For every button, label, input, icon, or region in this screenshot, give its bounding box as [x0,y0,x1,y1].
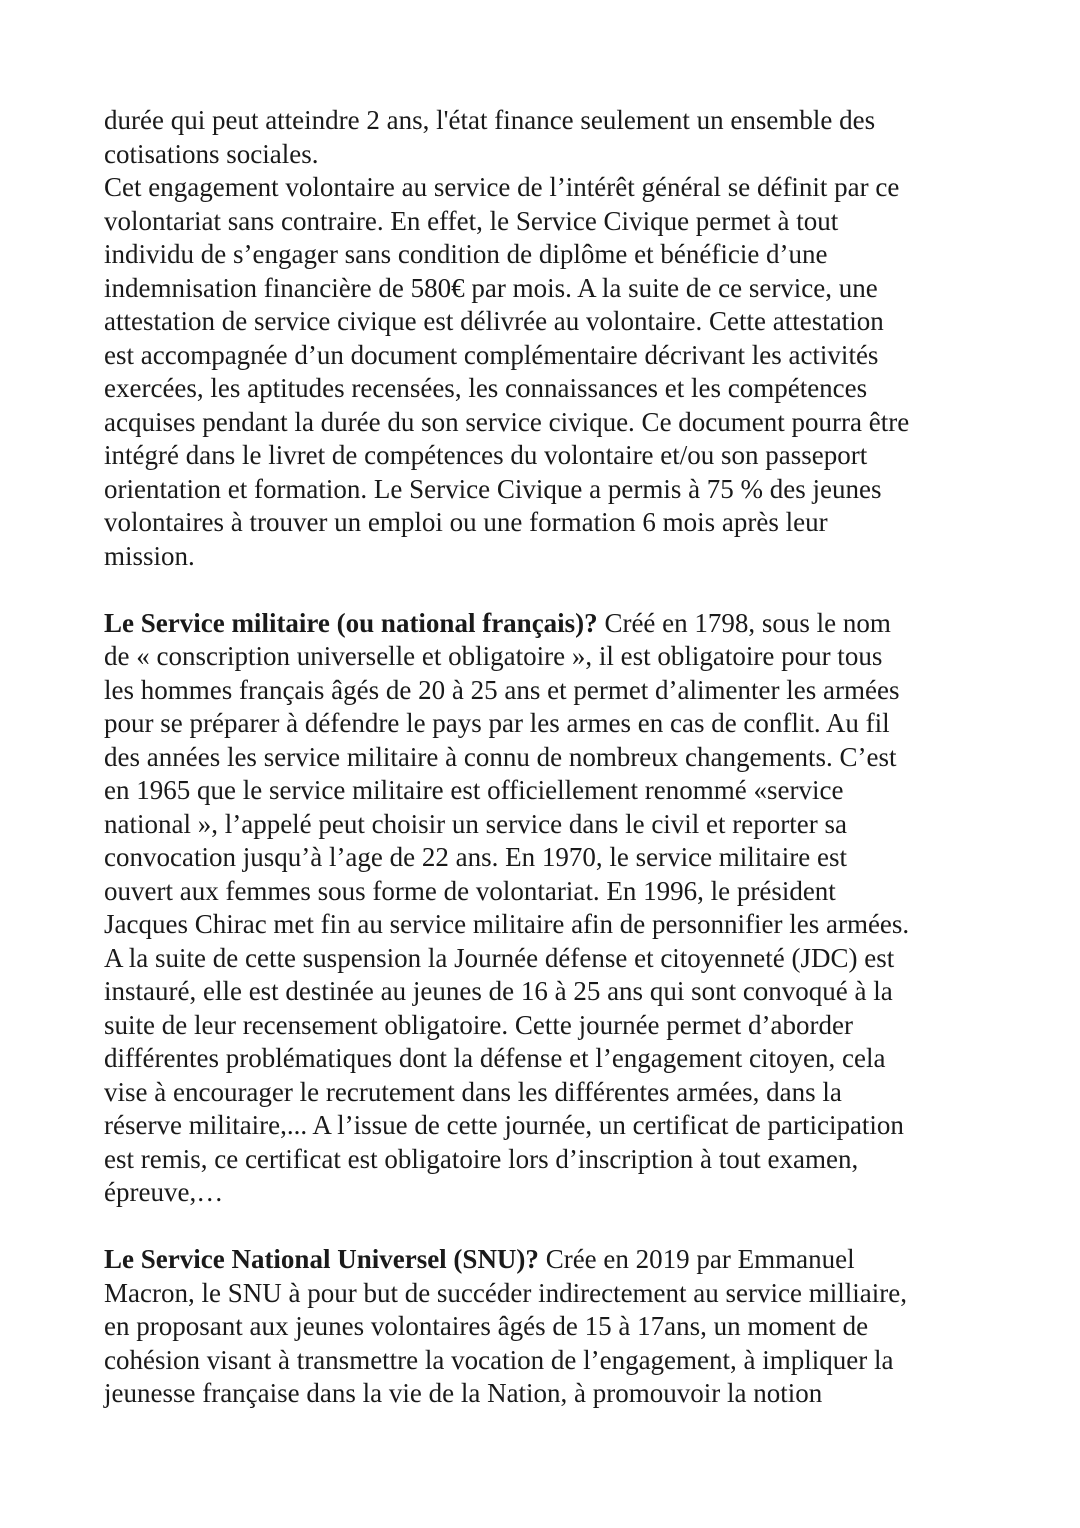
paragraph-spacer [104,573,984,607]
paragraph-spacer [104,1210,984,1244]
military-service-body: Créé en 1798, sous le nom de « conscription universelle et obligatoire », il est obligatoire pour tous les hommes français âgés de 20 à 25 ans et permet d’alimenter les armées pour se préparer à défendre le pays par les armes en cas de conflit. Au fil des années les service militaire à connu de nombreux changements. C’est en 1965 que le service militaire est officiellement renommé «service national », l’appelé peut choisir un service dans le civil et reporter sa convocation jusqu’à l’age de 22 ans. En 1970, le service militaire est ouvert aux femmes sous forme de volontariat. En 1996, le président Jacques Chirac met fin au service militaire afin de personnifier les armées. A la suite de cette suspension la Journée défense et citoyenneté (JDC) est instauré, elle est destinée au jeunes de 16 à 25 ans qui sont convoqué à la suite de leur recensement obligatoire. Cette journée permet d’aborder différentes problématiques dont la défense et l’engagement citoyen, cela vise à encourager le recrutement dans les différentes armées, dans la réserve militaire,... A l’issue de cette journée, un certificat de participation est remis, ce certificat est obligatoire lors d’inscription à tout examen, épreuve,… [104,607,910,1207]
snu-heading: Le Service National Universel (SNU)? [104,1244,539,1274]
document-page [104,104,984,1411]
paragraph-civic-service-end: durée qui peut atteindre 2 ans, l'état finance seulement un ensemble des cotisations sociales. [104,105,876,169]
paragraph-military-service [104,607,984,1210]
snu-body: Crée en 2019 par Emmanuel Macron, le SNU à pour but de succéder indirectement au service milliaire, en proposant aux jeunes volontaires âgés de 15 à 17ans, un moment de cohésion visant à transmettre la vocation de l’engagement, à impliquer la jeunesse française dans la vie de la Nation, à promouvoir la notion [104,1244,907,1408]
paragraph-civic-service-engagement: Cet engagement volontaire au service de l’intérêt général se définit par ce volontariat sans contraire. En effet, le Service Civique permet à tout individu de s’engager sans condition de diplôme et bénéficie d’une indemnisation financière de 580€ par mois. A la suite de ce service, une attestation de service civique est délivrée au volontaire. Cette attestation est accompagnée d’un document complémentaire décrivant les activités exercées, les aptitudes recensées, les connaissances et les compétences acquises pendant la durée du son service civique. Ce document pourra être intégré dans le livret de compétences du volontaire et/ou son passeport orientation et formation. Le Service Civique a permis à 75 % des jeunes volontaires à trouver un emploi ou une formation 6 mois après leur mission. [104,172,910,571]
paragraph-snu [104,1243,984,1411]
military-service-heading: Le Service militaire (ou national français)? [104,607,598,638]
